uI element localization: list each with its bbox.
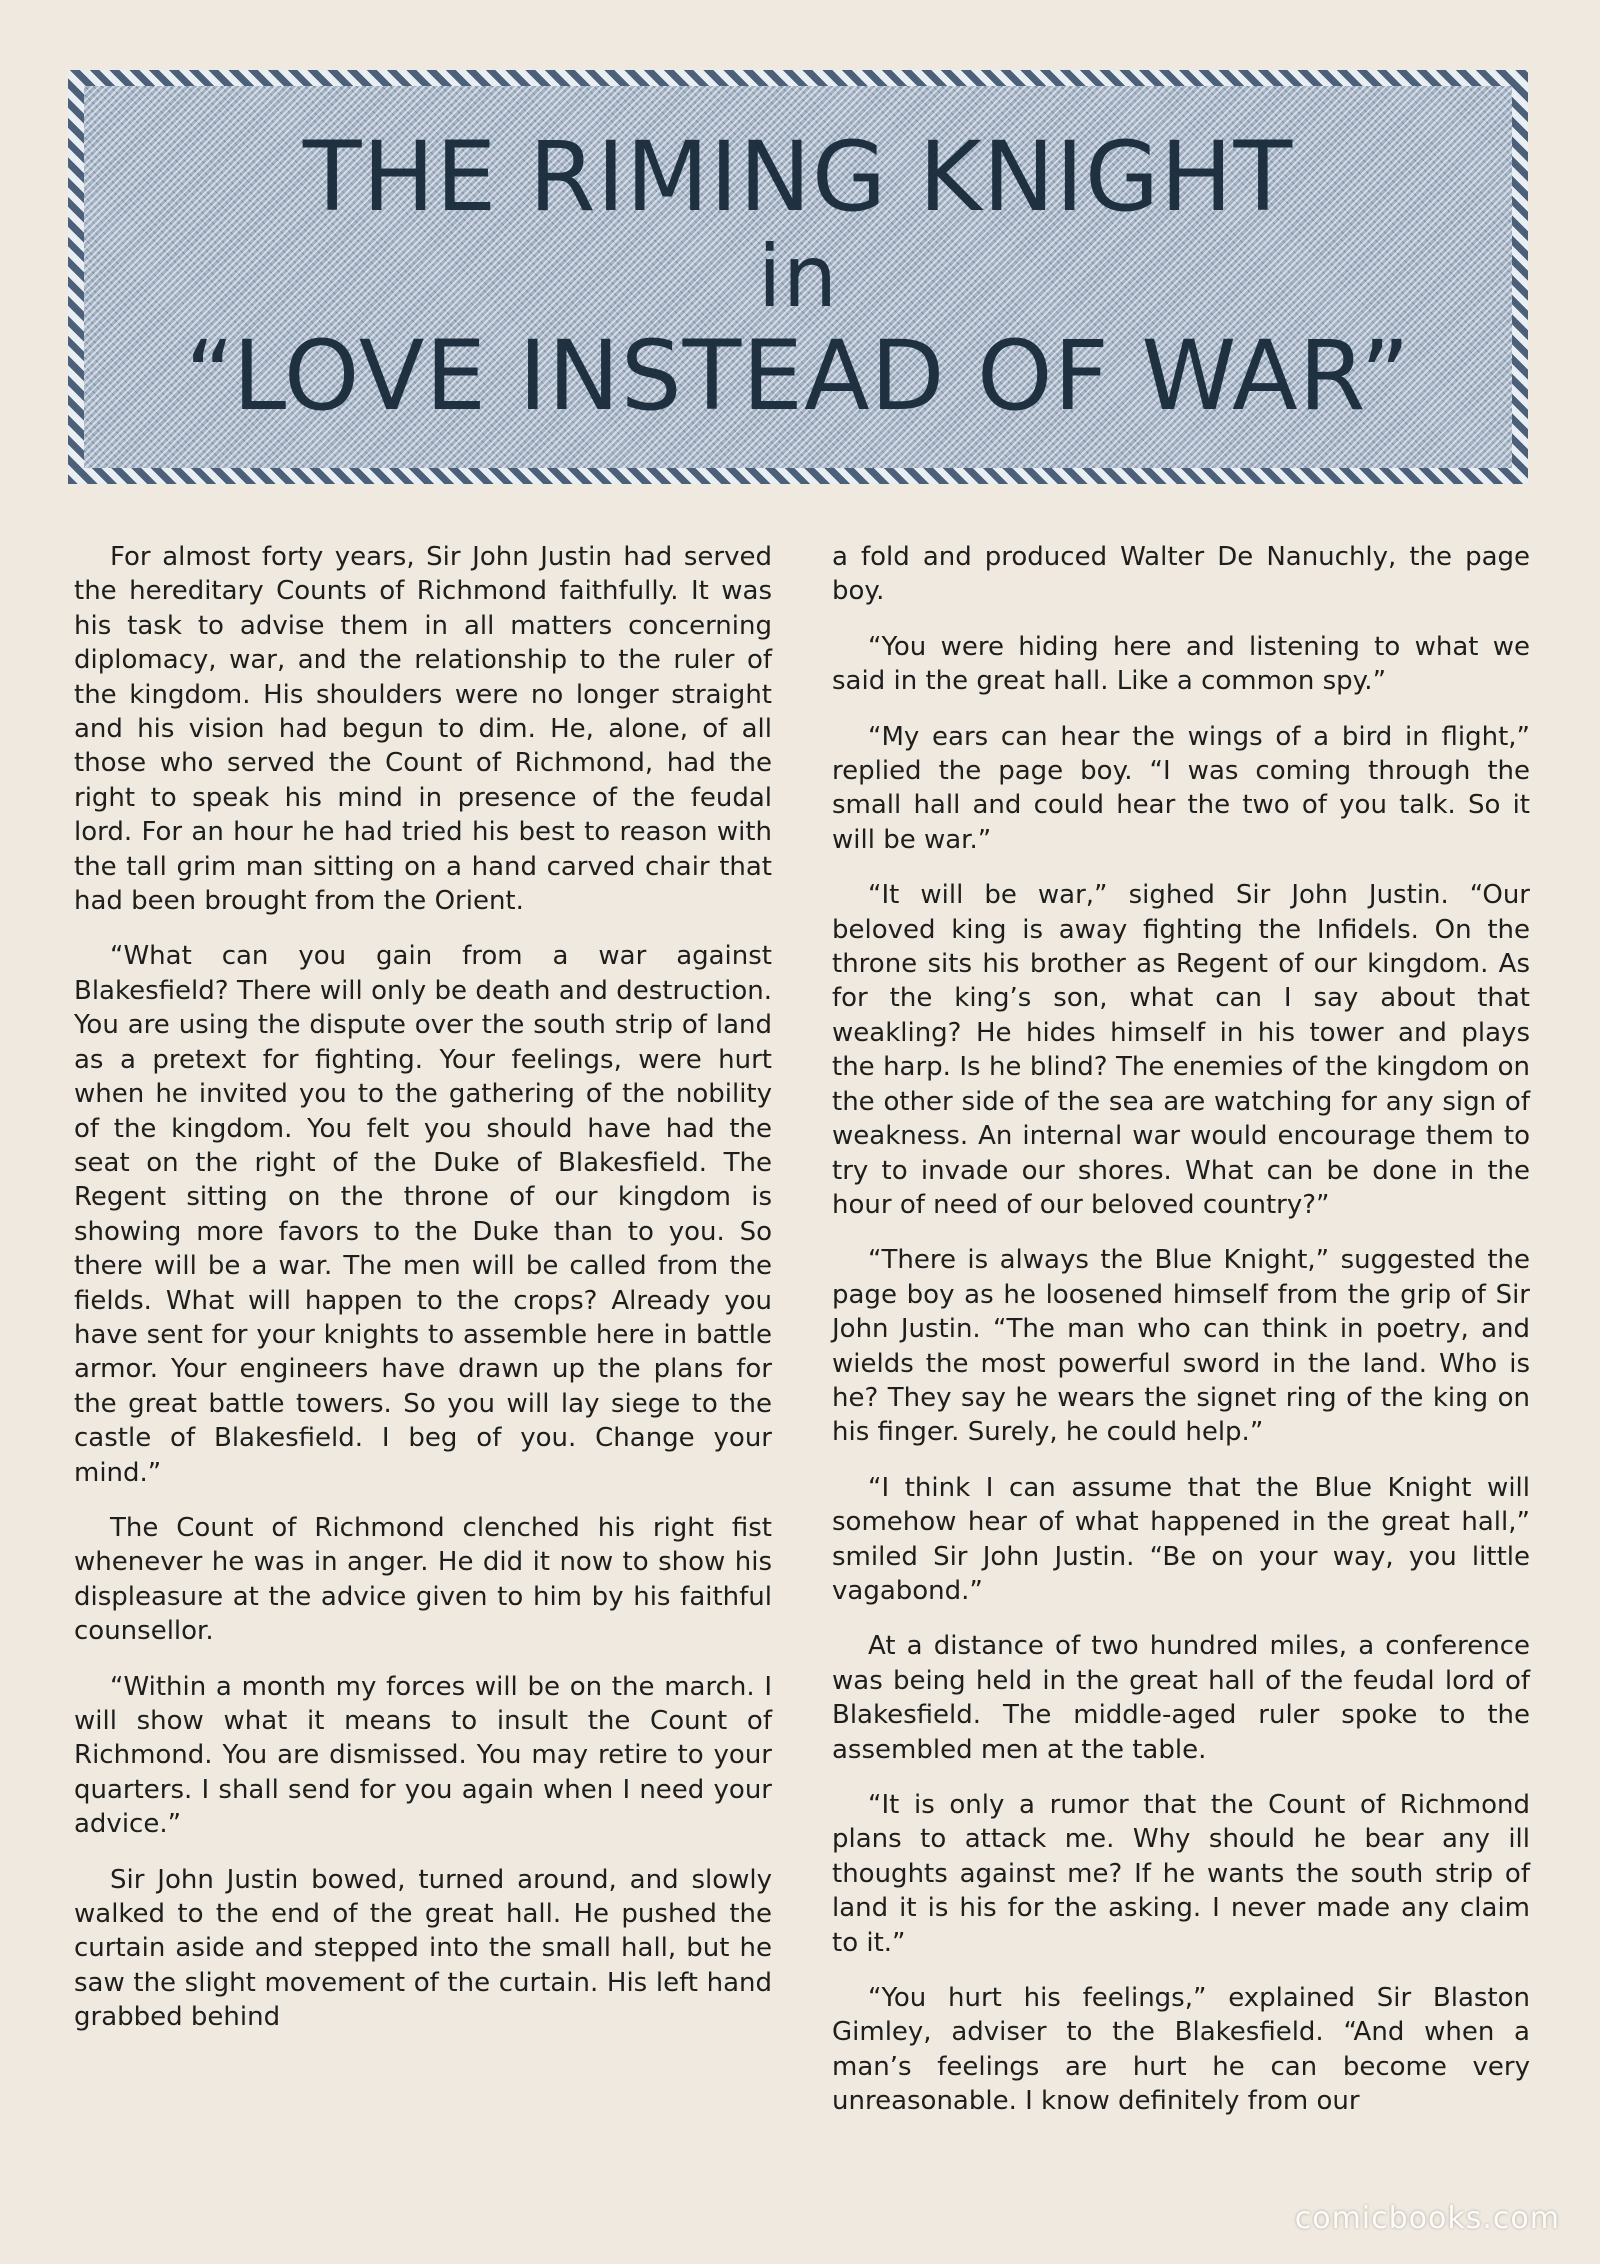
title-connector: in	[757, 226, 839, 327]
story-body	[74, 540, 1530, 2180]
paragraph: “There is always the Blue Knight,” suggested the page boy as he loosened himself from the grip of Sir John Justin. “The man who can think in poetry, and wields the most powerful sword in the land. Who is he? They say he wears the signet ring of the king on his finger. Surely, he could help.”	[832, 1245, 1530, 1448]
paragraph: At a distance of two hundred miles, a conference was being held in the great hall of the feudal lord of Blakesfield. The middle-aged ruler spoke to the assembled men at the table.	[832, 1631, 1530, 1765]
right-column	[832, 540, 1530, 2180]
paragraph: For almost forty years, Sir John Justin had served the hereditary Counts of Richmond faithfully. It was his task to advise them in all matters concerning diplomacy, war, and the relationship to the ruler of the kingdom. His shoulders were no longer straight and his vision had begun to dim. He, alone, of all those who served the Count of Richmond, had the right to speak his mind in presence of the feudal lord. For an hour he had tried his best to reason with the tall grim man sitting on a hand carved chair that had been brought from the Orient.	[74, 542, 772, 917]
paragraph: “You were hiding here and listening to what we said in the great hall. Like a common spy.”	[832, 631, 1530, 697]
paragraph: “What can you gain from a war against Blakesfield? There will only be death and destruction. You are using the dispute over the south strip of land as a pretext for fighting. Your feelings, were hurt when he invited you to the gathering of the nobility of the kingdom. You felt you should have had the seat on the right of the Duke of Blakesfield. The Regent sitting on the throne of our kingdom is showing more favors to the Duke than to you. So there will be a war. The men will be called from the fields. What will happen to the crops? Already you have sent for your knights to assemble here in battle armor. Your engineers have drawn up the plans for the great battle towers. So you will lay siege to the castle of Blakesfield. I beg of you. Change your mind.”	[74, 941, 772, 1488]
paragraph: “I think I can assume that the Blue Knight will somehow hear of what happened in the great hall,” smiled Sir John Justin. “Be on your way, you little vagabond.”	[832, 1472, 1530, 1606]
paragraph-continuation: a fold and produced Walter De Nanuchly, the page boy.	[832, 542, 1530, 607]
story-subtitle: “LOVE INSTEAD OF WAR”	[185, 320, 1411, 433]
paragraph: “It will be war,” sighed Sir John Justin. “Our beloved king is away fighting the Infidels. On the throne sits his brother as Regent of our kingdom. As for the king’s son, what can I say about that weakling? He hides himself in his tower and plays the harp. Is he blind? The enemies of the kingdom on the other side of the sea are watching for any sign of weakness. An internal war would encourage them to try to invade our shores. What can be done in the hour of need of our beloved country?”	[832, 880, 1530, 1220]
story-title: THE RIMING KNIGHT	[302, 121, 1294, 234]
paragraph: “It is only a rumor that the Count of Richmond plans to attack me. Why should he bear any ill thoughts against me? If he wants the south strip of land it is his for the asking. I never made any claim to it.”	[832, 1790, 1530, 1958]
paragraph: “Within a month my forces will be on the march. I will show what it means to insult the Count of Richmond. You are dismissed. You may retire to your quarters. I shall send for you again when I need your advice.”	[74, 1671, 772, 1840]
paragraph: “You hurt his feelings,” explained Sir Blaston Gimley, adviser to the Blakesfield. “And when a man’s feelings are hurt he can become very unreasonable. I know definitely from our	[832, 1983, 1530, 2117]
watermark: comicbooks.com	[1294, 2201, 1560, 2236]
paragraph: “My ears can hear the wings of a bird in flight,” replied the page boy. “I was coming through the small hall and could hear the two of you talk. So it will be war.”	[832, 721, 1530, 855]
title-banner	[68, 70, 1528, 484]
paragraph: The Count of Richmond clenched his right fist whenever he was in anger. He did it now to show his displeasure at the advice given to him by his faithful counsellor.	[74, 1512, 772, 1647]
left-column	[74, 540, 772, 2180]
paragraph: Sir John Justin bowed, turned around, and slowly walked to the end of the great hall. He pushed the curtain aside and stepped into the small hall, but he saw the slight movement of the curtain. His left hand grabbed behind	[74, 1864, 772, 2033]
